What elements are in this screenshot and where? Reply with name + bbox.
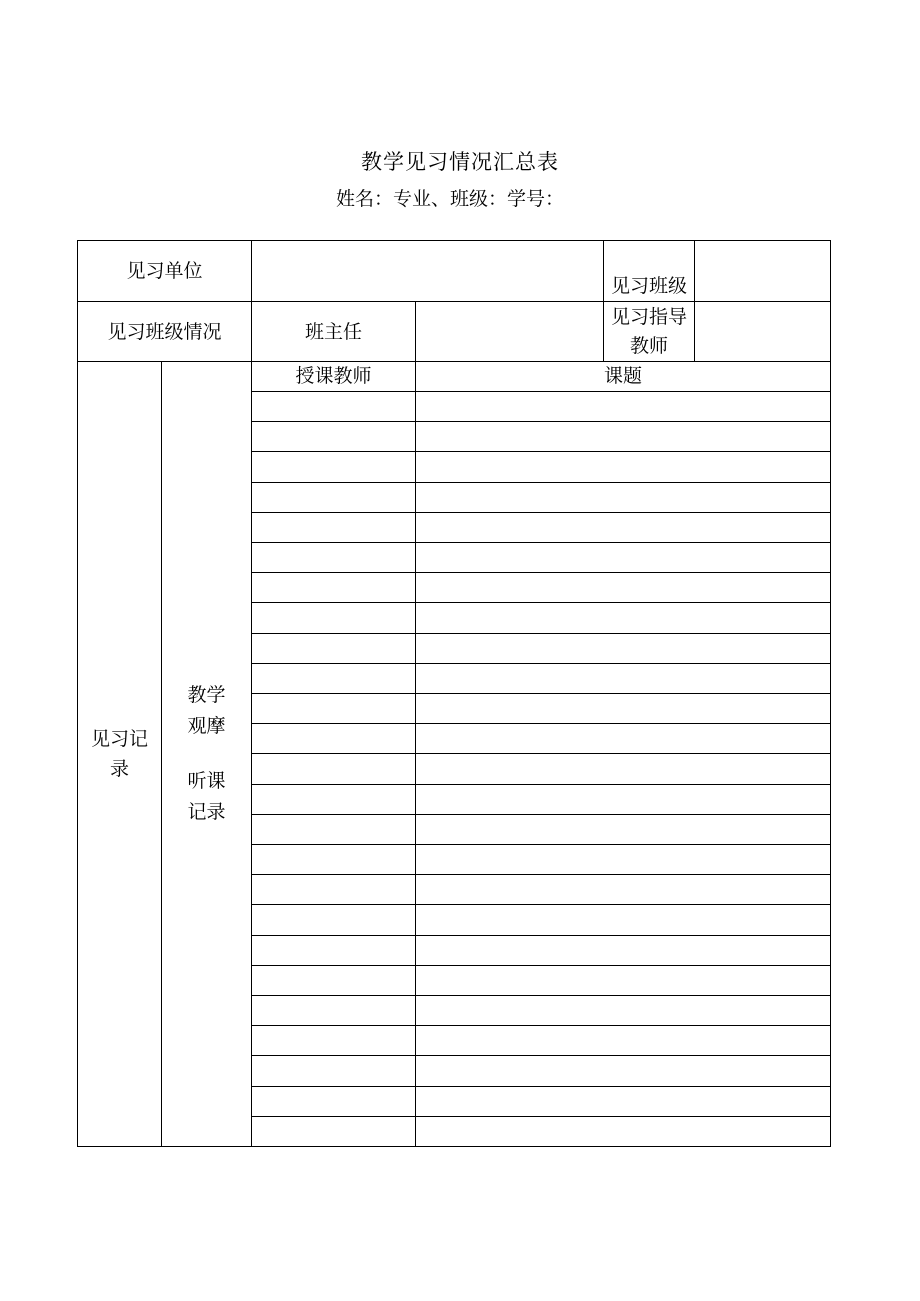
table-row bbox=[251, 663, 831, 664]
table-row bbox=[251, 542, 831, 543]
unit-field[interactable] bbox=[252, 241, 603, 301]
table-row bbox=[251, 1055, 831, 1056]
advisor-field[interactable] bbox=[695, 302, 830, 361]
head-teacher-field[interactable] bbox=[416, 302, 603, 361]
column-header-topic: 课题 bbox=[603, 365, 642, 387]
advisor-label-line: 见习指导 bbox=[610, 305, 687, 328]
table-row bbox=[251, 814, 831, 815]
document-title: 教学见习情况汇总表 bbox=[361, 150, 559, 174]
table-row bbox=[251, 723, 831, 724]
record-label bbox=[78, 362, 161, 1146]
class-situation-label: 见习班级情况 bbox=[107, 320, 222, 343]
col-divider bbox=[251, 361, 252, 1147]
table-row bbox=[251, 1116, 831, 1117]
table-row bbox=[251, 995, 831, 996]
advisor-label bbox=[604, 302, 694, 361]
observation-label-line: 记录 bbox=[187, 801, 226, 823]
observation-label-line: 教学 bbox=[187, 684, 226, 706]
table-row bbox=[251, 512, 831, 513]
class-label: 见习班级 bbox=[610, 275, 687, 297]
student-info-line: 姓名：专业、班级：学号： bbox=[335, 188, 564, 210]
record-label-line: 录 bbox=[109, 758, 129, 780]
table-row bbox=[251, 965, 831, 966]
table-row bbox=[251, 844, 831, 845]
table-row bbox=[251, 421, 831, 422]
table-row bbox=[251, 391, 831, 392]
observation-label bbox=[162, 362, 251, 1146]
table-row bbox=[251, 753, 831, 754]
table-row bbox=[251, 572, 831, 573]
observation-label-line: 听课 bbox=[187, 770, 226, 792]
table-row bbox=[251, 1025, 831, 1026]
class-field[interactable] bbox=[695, 241, 830, 301]
record-label-line: 见习记 bbox=[90, 728, 148, 750]
table-row bbox=[251, 602, 831, 603]
table-row bbox=[251, 784, 831, 785]
table-row bbox=[251, 904, 831, 905]
head-teacher-label: 班主任 bbox=[304, 320, 362, 343]
column-header-teacher: 授课教师 bbox=[295, 365, 372, 387]
advisor-label-line: 教师 bbox=[629, 334, 668, 357]
col-divider bbox=[415, 361, 416, 1147]
observation-label-line: 观摩 bbox=[187, 715, 226, 737]
table-row bbox=[251, 482, 831, 483]
table-row bbox=[251, 874, 831, 875]
table-row bbox=[251, 633, 831, 634]
table-row bbox=[251, 693, 831, 694]
table-border-bottom bbox=[77, 1146, 831, 1147]
table-row bbox=[251, 1086, 831, 1087]
unit-label: 见习单位 bbox=[126, 260, 203, 282]
table-row bbox=[251, 935, 831, 936]
table-row bbox=[251, 451, 831, 452]
